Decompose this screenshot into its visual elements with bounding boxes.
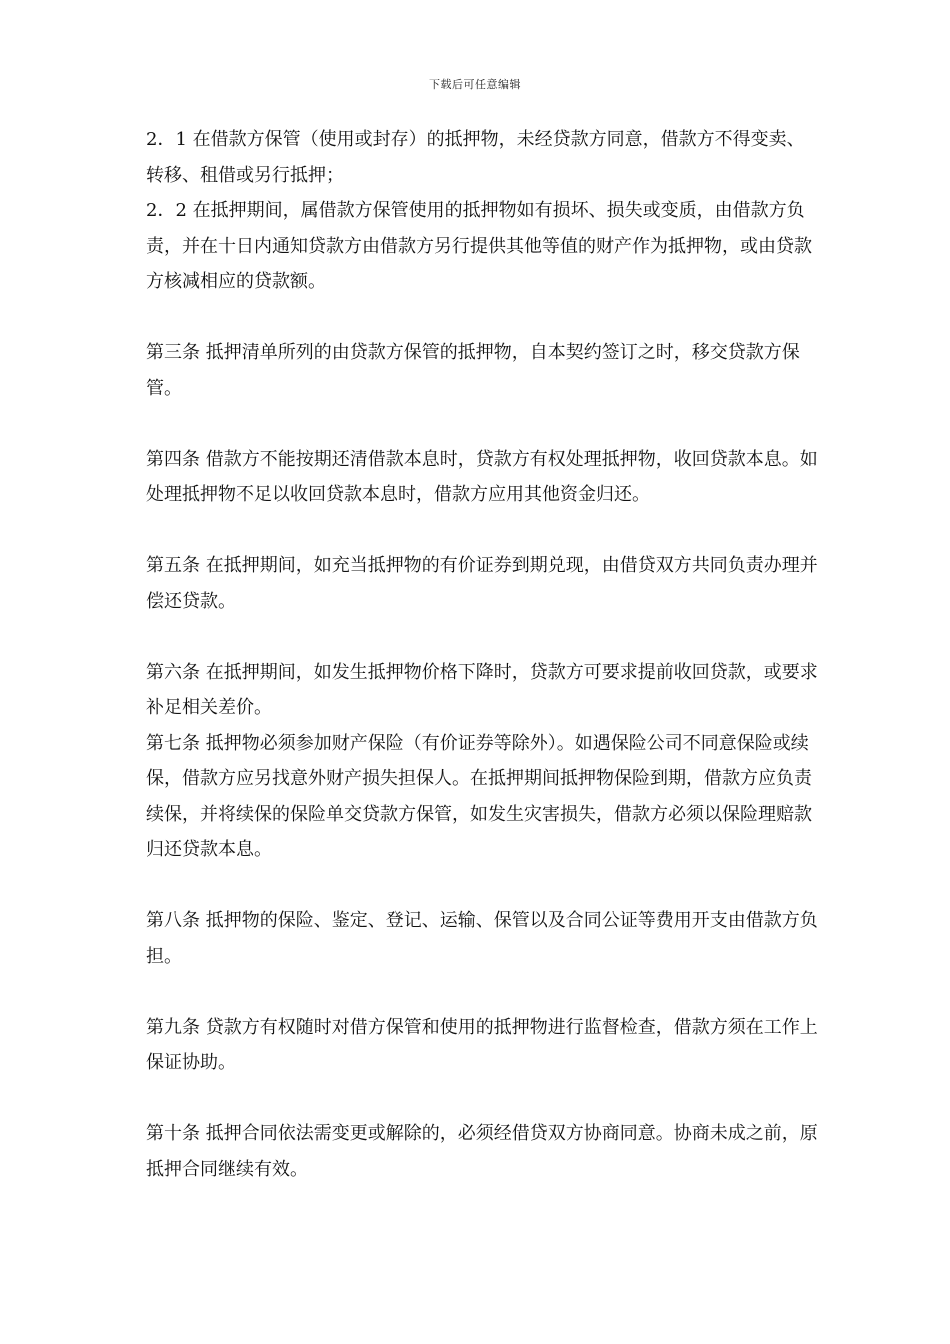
document-body xyxy=(146,122,818,1187)
article-9: 第九条 贷款方有权随时对借方保管和使用的抵押物进行监督检查，借款方须在工作上保证协助。 xyxy=(146,1016,818,1073)
paragraph-gap xyxy=(146,619,818,655)
paragraph-gap xyxy=(146,868,818,904)
article-4: 第四条 借款方不能按期还清借款本息时，贷款方有权处理抵押物，收回贷款本息。如处理抵押物不足以收回贷款本息时，借款方应用其他资金归还。 xyxy=(146,448,818,505)
article-3: 第三条 抵押清单所列的由贷款方保管的抵押物，自本契约签订之时，移交贷款方保管。 xyxy=(146,342,800,399)
article-7: 第七条 抵押物必须参加财产保险（有价证券等除外）。如遇保险公司不同意保险或续保，借款方应另找意外财产损失担保人。在抵押期间抵押物保险到期，借款方应负责续保，并将续保的保险单交贷款方保管，如发生灾害损失，借款方必须以保险理赔款归还贷款本息。 xyxy=(146,732,812,860)
paragraph-gap xyxy=(146,513,818,549)
article-8: 第八条 抵押物的保险、鉴定、登记、运输、保管以及合同公证等费用开支由借款方负担。 xyxy=(146,910,818,967)
article-10: 第十条 抵押合同依法需变更或解除的，必须经借贷双方协商同意。协商未成之前，原抵押合同继续有效。 xyxy=(146,1123,818,1180)
paragraph-gap xyxy=(146,974,818,1010)
page-header: 下载后可任意编辑 xyxy=(429,78,521,91)
clause-2-2: 2．2 在抵押期间，属借款方保管使用的抵押物如有损坏、损失或变质，由借款方负责，并在十日内通知贷款方由借款方另行提供其他等值的财产作为抵押物，或由贷款方核减相应的贷款额。 xyxy=(146,200,812,292)
article-6: 第六条 在抵押期间，如发生抵押物价格下降时，贷款方可要求提前收回贷款，或要求补足相关差价。 xyxy=(146,661,818,718)
paragraph-gap xyxy=(146,300,818,336)
article-5: 第五条 在抵押期间，如充当抵押物的有价证券到期兑现，由借贷双方共同负责办理并偿还贷款。 xyxy=(146,555,818,612)
clause-2-1: 2．1 在借款方保管（使用或封存）的抵押物，未经贷款方同意，借款方不得变卖、转移、租借或另行抵押； xyxy=(146,129,805,186)
paragraph-gap xyxy=(146,406,818,442)
paragraph-gap xyxy=(146,1081,818,1117)
